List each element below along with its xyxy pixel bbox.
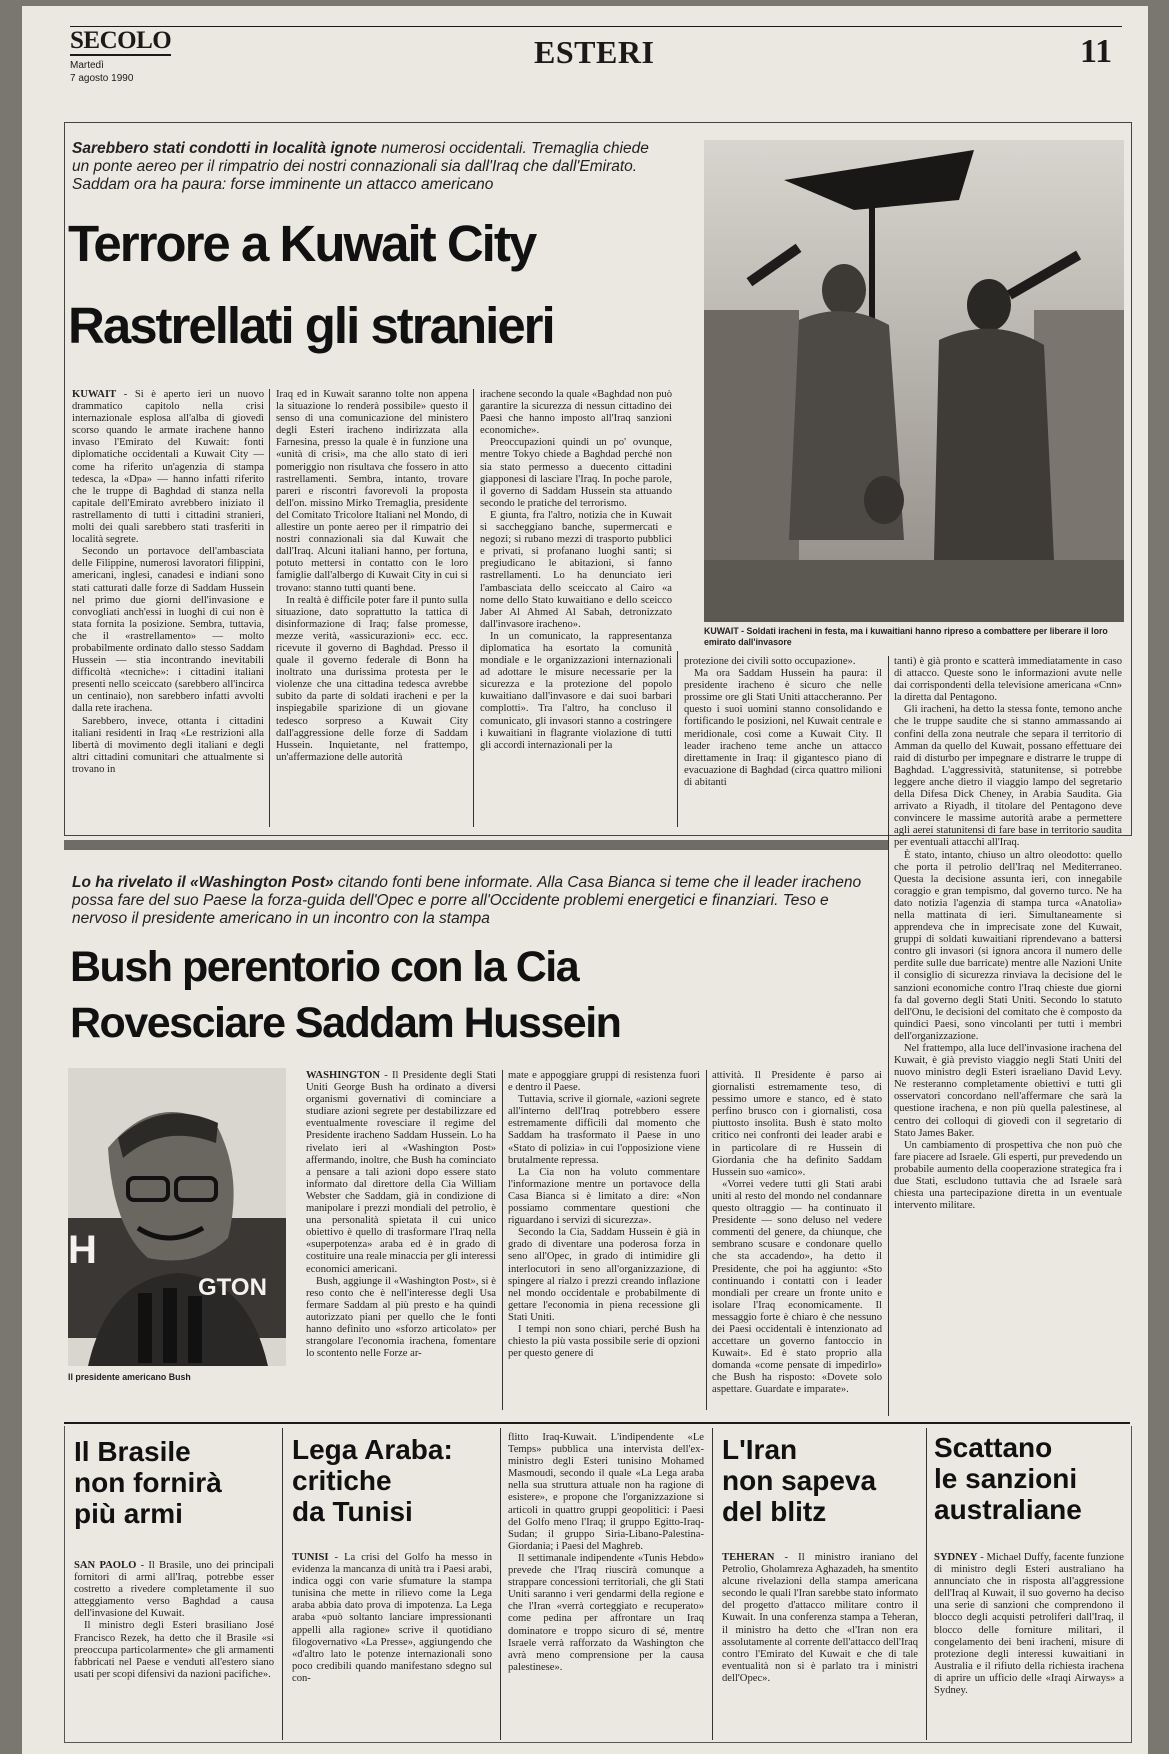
right-col-para2: Gli iracheni, ha detto la stessa fonte, temono anche che le truppe saudite che si stanno ammassando ai confini della zona neutrale che separa il territorio di Amman da quello del Kuwait, possano effettuare dei raid di disturbo per impegnare e distrarre le truppe di Baghdad. L'aggressività, statunitense, si potrebbe leggere anche dietro il viaggio lampo del segretario della Difesa Dick Cheney, in Arabia Saudita. Gia arrivato a Riyadh, il titolare del Pentagono deve convincere le massime autorità arabe a permettere agli aerei statunitensi di fare base in territorio saudita per eventuali attacchi all'Iraq. bbox=[894, 704, 1122, 849]
bush-photo bbox=[68, 1068, 286, 1366]
section-title: ESTERI bbox=[534, 34, 655, 70]
column-divider bbox=[500, 1428, 501, 1740]
article1-headline-2: Rastrellati gli stranieri bbox=[68, 297, 554, 354]
box3-text bbox=[722, 1552, 918, 1738]
article1-col1-text: - Si è aperto ieri un nuovo drammatico capitolo nella crisi internazionale esplosa all'alba di giovedì scorso quando le armate irachene hanno invaso l'Emirato del Kuwait: fonti diplomatiche occidentali a Kuwait City — come ha riferito un'agenzia di stampa tedesca, la «Dpa» — hanno infatti riferito che le truppe di Baghdad di stanza nella capitale dell'Emirato avrebbero iniziato il rastrellamento di tutti i cittadini stranieri, molti dei quali sarebbero stati trasferiti in località segrete. bbox=[72, 389, 264, 546]
box2-text-2: flitto Iraq-Kuwait. L'indipendente «Le Temps» pubblica una intervista dell'ex-ministro degli Esteri tunisino Mohamed Masmoudi, secondo il quale «La Lega araba nella sua struttura attuale non ha ragione di esistere», e propone che l'organizzazione si articoli in quattro gruppi geopolitici: i Paesi del Golfo meno l'Iraq; il gruppo Egitto-Iraq-Sudan; il gruppo Siria-Libano-Palestina-Giordania; i Paesi del Maghreb. bbox=[508, 1432, 704, 1552]
column-divider bbox=[269, 389, 270, 827]
article1-kicker bbox=[72, 140, 657, 194]
article1-kicker-rest: numerosi occidentali. Tremaglia chiede un ponte aereo per il rimpatrio dei nostri connazionali sia dall'Iraq che dall'Emirato. Saddam ora ha paura: forse imminente un attacco americano bbox=[72, 140, 649, 193]
article2-dateline: WASHINGTON bbox=[306, 1070, 380, 1081]
article1-column-2 bbox=[276, 389, 468, 827]
column-divider bbox=[926, 1428, 927, 1740]
article2-column-3 bbox=[712, 1070, 882, 1410]
box4-headline-3: australiane bbox=[934, 1494, 1082, 1525]
article2-kicker-bold: Lo ha rivelato il «Washington Post» bbox=[72, 874, 334, 891]
article1-col3-para2: Preoccupazioni quindi un po' ovunque, mentre Tokyo chiede a Baghdad perché non sia stato permesso a duecento cittadini giapponesi di lasciare l'Iraq. In poche parole, il governo di Saddam Hussein sta attuando secondo le pratiche del terrorismo. bbox=[480, 437, 672, 509]
backdrop-sign: H bbox=[68, 1228, 101, 1272]
soldiers-photo-illustration bbox=[704, 140, 1124, 622]
article2-kicker bbox=[72, 874, 872, 928]
article2-col1-para2: Bush, aggiunge il «Washington Post», si è reso conto che è nell'interesse degli Usa fermare Saddam al più presto e ha quindi autorizzato piani per quello che le fonti hanno definito uno «sforzo articolato» per strangolare l'economia irachena, fomentare lo scontento nelle Forze ar- bbox=[306, 1275, 496, 1360]
right-column bbox=[894, 656, 1122, 1412]
box4-text-1: - Michael Duffy, facente funzione di ministro degli Esteri australiano ha annunciato che in risposta all'aggressione dell'Iraq al Kuwait, il suo governo ha deciso una serie di sanzioni che comprendono il blocco degli acquisti petroliferi dall'Iraq, il blocco delle forniture militari, il congelamento dei beni iracheni, misure di protezione degli interessi kuwaitiani in Australia e il rifiuto della richiesta irachena di aprire un ufficio delle «Iraqi Airways» a Sydney. bbox=[934, 1552, 1124, 1697]
box2-text-col1 bbox=[292, 1552, 492, 1738]
box1-headline-3: più armi bbox=[74, 1498, 183, 1529]
column-divider bbox=[282, 1428, 283, 1740]
box1-dateline: SAN PAOLO bbox=[74, 1560, 137, 1571]
column-divider bbox=[502, 1070, 503, 1410]
article1-column-1 bbox=[72, 389, 264, 827]
box1-headline-1: Il Brasile bbox=[74, 1436, 191, 1467]
top-rule bbox=[70, 26, 1122, 27]
newspaper-page bbox=[22, 6, 1148, 1754]
article2-col2-para1: mate e appoggiare gruppi di resistenza fuori e dentro il Paese. bbox=[508, 1070, 700, 1094]
right-col-para4: Nel frattempo, alla luce dell'invasione irachena del Kuwait, è già previsto viaggio negli Stati Uniti del nuovo ministro degli Esteri israeliano David Levy. Ne resteranno completamente obiettivi e tutti gli osservatori concordano nell'affermare che sarà la questione irachena, e non più quella palestinese, al centro dei colloqui di giovedì con il segretario di Stato James Baker. bbox=[894, 1043, 1122, 1139]
article1-col4-para1: protezione dei civili sotto occupazione». bbox=[684, 656, 856, 667]
bottom-rule bbox=[64, 1422, 1130, 1424]
article1-col3-para3: E giunta, fra l'altro, notizia che in Kuwait si saccheggiano banche, supermercati e negozi; si rubano mezzi di trasporto pubblici e privati, si profanano luoghi santi; si pregiudicano le abitazioni, si fanno rastrellamenti. Lo ha denunciato ieri l'ambasciata dello sceiccato al Cairo «a nome dello Stato kuwaitiano e dello sceicco Jaber Al Ahmed Al Sabah, detronizzato dall'invasore iracheno». bbox=[480, 509, 672, 630]
article2-col2-para5: I tempi non sono chiari, perché Bush ha chiesto la più vasta possibile serie di opzioni per questo genere di bbox=[508, 1323, 700, 1360]
article2-col2-para4: Secondo la Cia, Saddam Hussein è già in grado di diventare una poderosa forza in seno all'Opec, in grado di intimidire gli interlocutori in seno all'organizzazione, di spingere al rialzo i prezzi creando inflazione nel mondo occidentale e probabilmente di gettare l'economia in piena recessione gli Stati Uniti. bbox=[508, 1227, 700, 1323]
box1-text-1: - Il Brasile, uno dei principali fornitori di armi all'Iraq, potrebbe esser costretto a rivedere completamente il suo atteggiamento verso Baghdad a causa dell'invasione del Kuwait. bbox=[74, 1560, 274, 1620]
box1-headline-2: non fornirà bbox=[74, 1467, 222, 1498]
article2-headline-2: Rovesciare Saddam Hussein bbox=[70, 999, 621, 1047]
article2-column-2 bbox=[508, 1070, 700, 1410]
box3-headline bbox=[722, 1434, 922, 1527]
bush-portrait bbox=[68, 1068, 286, 1366]
box3-text-1: - Il ministro iraniano del Petrolio, Gholamreza Aghazadeh, ha smentito alcune rivelazioni della stampa americana secondo le quali l'Iran sarebbe stato informato del progetto d'attacco militare contro il Kuwait. In una conferenza stampa a Teheran, il ministro ha detto che «l'Iran non era assolutamente al corrente dell'attacco dell'Iraq contro l'Emirato del Kuwait e che di tale eventualità non si è parlato tra i ministri dell'Opec». bbox=[722, 1552, 918, 1684]
box2-headline-1: Lega Araba: bbox=[292, 1434, 453, 1465]
box2-dateline: TUNISI bbox=[292, 1552, 329, 1563]
article2-col3-para1: attività. Il Presidente è parso ai giornalisti estremamente teso, di pessimo umore e stanco, ed è stato perfino brusco con i giornalisti, cosa piuttosto insolita. Bush è stato molto critico nei confronti dei leader arabi e in particolare di re Hussein di Giordania che ha definito Saddam Hussein suo «amico». bbox=[712, 1070, 882, 1178]
article2-headline-1: Bush perentorio con la Cia bbox=[70, 943, 579, 991]
newspaper-logo: SECOLO bbox=[70, 27, 172, 54]
article1-col1-para2: Secondo un portavoce dell'ambasciata delle Filippine, numerosi lavoratori filippini, americani, inglesi, canadesi e indiani sono stati catturati dalle forze di Saddam Hussein nel primo due giorni dell'invasione e convogliati anch'essi in luoghi di cui non è stata fornita la posizione. Sembra, tuttavia, che il «rastrellamento» — molto probabilmente ordinato dallo stesso Saddam Hussein — stia incontrando inevitabili difficoltà «tecniche»: i cittadini italiani presenti nello sceiccato (sarebbero all'incirca un centinaio), non sarebbero infatti avvolti dalla rete irachena. bbox=[72, 546, 264, 715]
separator-bar bbox=[64, 840, 888, 850]
box2-headline-2: critiche bbox=[292, 1465, 392, 1496]
box3-headline-1: L'Iran bbox=[722, 1434, 798, 1465]
box4-headline-1: Scattano bbox=[934, 1432, 1053, 1463]
box2-text-3: Il settimanale indipendente «Tunis Hebdo» prevede che l'Iraq riuscirà comunque a strappare concessioni territoriali, che gli Stati Uniti saranno i veri gendarmi della regione e che l'Iran «verrà corteggiato e recuperato» come pedina per affrontare un Iraq dominatore e troppo sicuro di sé, mentre Israele verrà rafforzato da Washington che avrà meno comprensione per la causa palestinese». bbox=[508, 1552, 704, 1673]
column-divider bbox=[677, 651, 678, 827]
box4-headline bbox=[934, 1432, 1130, 1525]
page-number: 11 bbox=[1080, 33, 1113, 70]
article2-kicker-rest: citando fonti bene informate. Alla Casa Bianca si teme che il leader iracheno possa fare del suo Paese la forza-guida dell'Opec e porre all'Occidente problemi energetici e finanziari. Teso e nervoso il presidente americano in un incontro con la stampa bbox=[72, 874, 862, 927]
article2-col3-para2: «Vorrei vedere tutti gli Stati arabi uniti al resto del mondo nel condannare questo oltraggio — ha continuato il Presidente — sono deluso nel vedere commenti del genere, da chiunque, che sembrano scusare e condonare quello che sta accadendo», ha detto il Presidente, che poi ha aggiunto: «Sto continuando i contatti con i leader mondiali per creare un fronte unito e isolare l'Iraq economicamente. Il messaggio forte è chiaro è che nessuno dei Paesi occidentali è intenzionato ad accettare un governo fantoccio in Kuwait». Ed è stato proprio alla domanda «come pensate di impedirlo» che Bush ha risposto: «Dovete solo aspettare. Guardate e imparate». bbox=[712, 1178, 882, 1396]
right-col-para5: Un cambiamento di prospettiva che non può che fare piacere ad Israele. Gli esperti, pur prevedendo un probabile aumento della cooperazione strategica fra i due Stati, escludono tuttavia che ad Israele sarà chiesta una partecipazione diretta in un eventuale intervento militare. bbox=[894, 1139, 1122, 1212]
box1-text-2: Il ministro degli Esteri brasiliano José Francisco Rezek, ha detto che il Brasile «si preoccupa particolarmente» che gli armamenti fabbricati nel Paese e venduti all'estero siano usati per scopi difensivi da nazioni pacifiche». bbox=[74, 1620, 274, 1680]
box1-text bbox=[74, 1560, 274, 1738]
box2-text-1: - La crisi del Golfo ha messo in evidenza la mancanza di unità tra i Paesi arabi, indica oggi con varie sfumature la stampa tunisina che mette in rilievo come la Lega araba abbia dato prova di impotenza. La Lega araba «può soltanto lanciare impressionanti appelli alla ragione» scrive il quotidiano filogovernativo «La Presse», aggiungendo che «d'altro lato le potenze internazionali sono poco credibili quando manifestano sdegno sul con- bbox=[292, 1552, 492, 1684]
box2-headline-3: da Tunisi bbox=[292, 1496, 413, 1527]
column-divider bbox=[712, 1428, 713, 1740]
issue-day: Martedì bbox=[70, 60, 104, 71]
box1-headline bbox=[74, 1436, 274, 1529]
article2-column-1 bbox=[306, 1070, 496, 1410]
article1-col2-para1: Iraq ed in Kuwait saranno tolte non appena la situazione lo renderà possibile» questo il senso di una comunicazione del ministero degli Esteri iracheno indirizzata alla Farnesina, presso la quale è in funzione una «unità di crisi», ma che allo stato di ieri pomeriggio non risultava che fossero in atto rastrellamenti. Sembra, intanto, trovare pareri e riscontri favorevoli la proposta dell'on. missino Mirko Tremaglia, presidente del Comitato Tricolore Italiani nel Mondo, di allestire un ponte aereo per il rimpatrio dei nostri connazionali sia dal Kuwait che dall'Iraq. Alcuni italiani hanno, per fortuna, potuto mettersi in contatto con le loro famiglie dall'albergo di Kuwait City in cui si trovano: stanno tutti quanti bene. bbox=[276, 389, 468, 594]
article1-column-4 bbox=[684, 656, 882, 827]
photo-caption-place: KUWAIT bbox=[704, 626, 739, 636]
box2-text-col2 bbox=[508, 1432, 704, 1738]
issue-date: 7 agosto 1990 bbox=[70, 73, 134, 84]
right-col-para1: tanti) è già pronto e scatterà immediatamente in caso di attacco. Queste sono le informazioni avute nelle dai corrispondenti della televisione americana «Cnn» la diretta dal Pentagono. bbox=[894, 656, 1122, 704]
photo-caption-text: - Soldati iracheni in festa, ma i kuwaitiani hanno ripreso a combattere per liberare il loro emirato dall'invasore bbox=[704, 626, 1108, 647]
right-col-para3: È stato, intanto, chiuso un altro oleodotto: quello che porta il petrolio dell'Iraq nel Mediterraneo. Questa la decisione assunta ieri, con innegabile coraggio e gran tempismo, dal governo turco. Ne ha dato notizia l'agenzia di stampa turca «Anatolia» nella mattinata di ieri. Simultaneamente si apprendeva che in imprecisate zone del Kuwait, gruppi di soldati kuwaitiani riprendevano a battersi contro gli invasori (si ignora ancora il numero delle perdite sulle due barricate) mentre alle Nazioni Unite il consiglio di sicurezza rinviava la decisione del le sanzioni economiche contro l'Iraq chieste due giorni fa dal governo degli Stati Uniti. Secondo lo statuto dell'Onu, le decisioni del comitato che è composto da quindici Paesi, sono vincolanti per tutti i membri dell'organizzazione. bbox=[894, 849, 1122, 1042]
article1-col4-para2: Ma ora Saddam Hussein ha paura: il presidente iracheno è sicuro che nelle prossime ore gli Stati Uniti attaccheranno. Per questo i suoi uomini stanno consolidando e fortificando le posizioni, nel Kuwait centrale e meridionale, così come a Kuwait City. Il leader iracheno teme anche un attacco direttamente in Iraq: il gigantesco piano di evacuazione di Baghdad (circa quattro milioni di abitanti bbox=[684, 668, 882, 788]
soldiers-photo-caption bbox=[704, 626, 1124, 648]
box2-headline bbox=[292, 1434, 492, 1527]
backdrop-sign-2: GTON bbox=[198, 1274, 267, 1301]
article1-col3-para4: In un comunicato, la rappresentanza diplomatica ha esortato la comunità mondiale e le organizzazioni internazionali ad adottare le misure necessarie per la sicurezza e la protezione del popolo kuwaitiano dall'invasore e dai suoi barbari complotti». Tra l'altro, ha concluso il comunicato, gli invasori stanno a costringere i kuwaitiani in flagrante violazione di tutti gli accordi internazionali per la bbox=[480, 630, 672, 751]
article1-col1-para3: Sarebbero, invece, ottanta i cittadini italiani residenti in Iraq «Le restrizioni alla libertà di movimento degli italiani e degli altri cittadini comunitari che attualmente si trovano in bbox=[72, 715, 264, 775]
column-divider bbox=[706, 1070, 707, 1410]
article2-col1-text: - Il Presidente degli Stati Uniti George Bush ha ordinato a diversi organismi governativi di cominciare a studiare azioni segrete per destabilizzare ed eventualmente rovesciare il regime del Presidente iracheno Saddam Hussein. Lo ha rivelato ieri al «Washington Post» affermando, inoltre, che Bush ha cominciato a pensare a tali azioni dopo essere stato informato dal direttore della Cia William Webster che Saddam, già in condizione di manipolare i prezzi mondiali del petrolio, è una personalità spietata il cui unico obiettivo è quello di trasformare l'Iraq nella «superpotenza» araba ed è in grado di costituire una reale minaccia per gli interessi economici americani. bbox=[306, 1070, 496, 1275]
box3-headline-2: non sapeva bbox=[722, 1465, 877, 1496]
article2-col2-para2: Tuttavia, scrive il giornale, «azioni segrete all'interno dell'Iraq potrebbero essere estremamente difficili dal momento che Saddam ha trasformato il Paese in uno «Stato di polizia» in cui l'opposizione viene brutalmente repressa. bbox=[508, 1094, 700, 1166]
article1-col2-para2: In realtà è difficile poter fare il punto sulla situazione, dato soprattutto la tattica di disinformazione di Iraq; false promesse, mezze verità, «assicurazioni» ecc. ecc. ricevute il governo di Baghdad. Presso il quale il governo federale di Bonn ha inoltrato una durissima protesta per le violenze che una cittadina tedesca avrebbe subito da parte di soldati iracheni e per la inspiegabile sparizione di un giovane tedesco sorpreso a Kuwait City dall'aggressione delle forze di Saddam Hussein. Inquietante, nel frattempo, un'affermazione delle autorità bbox=[276, 594, 468, 763]
bush-photo-caption: Il presidente americano Bush bbox=[68, 1372, 191, 1382]
soldiers-photo bbox=[704, 140, 1124, 622]
box3-headline-3: del blitz bbox=[722, 1496, 827, 1527]
column-divider bbox=[473, 389, 474, 827]
box4-headline-2: le sanzioni bbox=[934, 1463, 1078, 1494]
article1-dateline: KUWAIT bbox=[72, 389, 117, 400]
article1-column-3 bbox=[480, 389, 672, 827]
article1-headline-1: Terrore a Kuwait City bbox=[68, 215, 536, 272]
article1-col3-para1: irachene secondo la quale «Baghdad non può garantire la sicurezza di nessun cittadino dei Paesi che hanno imposto all'Iraq sanzioni economiche». bbox=[480, 389, 672, 437]
article2-col2-para3: La Cia non ha voluto commentare l'informazione mentre un portavoce della Casa Bianca si è limitato a dire: «Non possiamo commentare questioni che riguardano i servizi di sicurezza». bbox=[508, 1166, 700, 1227]
column-divider bbox=[888, 656, 889, 1416]
article1-kicker-bold: Sarebbero stati condotti in località ignote bbox=[72, 140, 377, 157]
box4-dateline: SYDNEY bbox=[934, 1552, 978, 1563]
box4-text bbox=[934, 1552, 1124, 1738]
box3-dateline: TEHERAN bbox=[722, 1552, 775, 1563]
